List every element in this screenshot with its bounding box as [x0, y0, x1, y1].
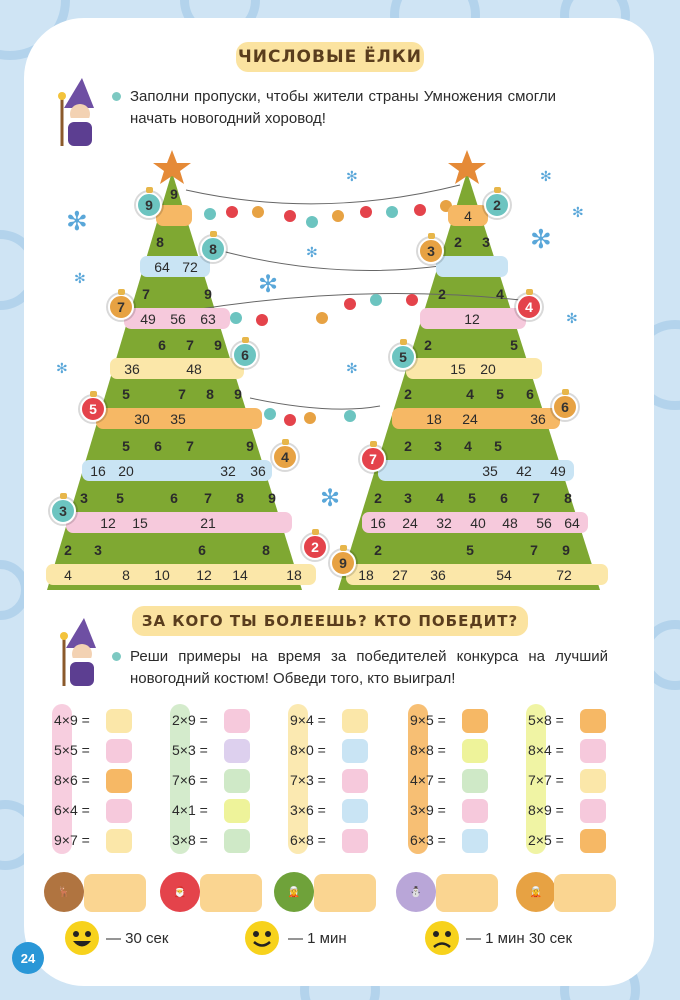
answer-box[interactable] [580, 799, 606, 823]
section-title-trees: ЧИСЛОВЫЕ ЁЛКИ [236, 42, 424, 72]
snowflake-icon: ✻ [540, 168, 552, 184]
tree-number: 64 [564, 515, 580, 531]
tree-number: 21 [200, 515, 216, 531]
answer-box[interactable] [462, 799, 488, 823]
page-number: 24 [12, 942, 44, 974]
tree-number: 35 [170, 411, 186, 427]
tree-number: 9 [214, 337, 222, 353]
tree-number: 32 [436, 515, 452, 531]
equation: 8×8 = [410, 742, 446, 758]
smile-face-icon [244, 920, 280, 956]
tree-number: 2 [404, 386, 412, 402]
tree-number: 48 [502, 515, 518, 531]
girl-elf-avatar: 🧝 [516, 872, 556, 912]
equation: 9×4 = [290, 712, 326, 728]
answer-box[interactable] [224, 709, 250, 733]
tree-number: 16 [90, 463, 106, 479]
snowflake-icon: ✻ [306, 244, 318, 260]
tree-number: 35 [482, 463, 498, 479]
answer-box[interactable] [462, 769, 488, 793]
tree-number: 7 [532, 490, 540, 506]
equation: 9×7 = [54, 832, 90, 848]
tree-number: 20 [118, 463, 134, 479]
tree-number: 24 [462, 411, 478, 427]
ornament-bauble: 9 [330, 550, 356, 576]
equation: 6×4 = [54, 802, 90, 818]
tree-number: 49 [550, 463, 566, 479]
tree-number: 9 [204, 286, 212, 302]
equation: 8×0 = [290, 742, 326, 758]
answer-box[interactable] [224, 799, 250, 823]
tree-number: 4 [464, 438, 472, 454]
answer-box[interactable] [106, 709, 132, 733]
tree-number: 2 [404, 438, 412, 454]
tree-number: 4 [464, 208, 472, 224]
answer-box[interactable] [462, 739, 488, 763]
tree-number: 6 [198, 542, 206, 558]
equation: 8×6 = [54, 772, 90, 788]
tree-number: 2 [454, 234, 462, 250]
tree-number: 4 [496, 286, 504, 302]
ornament-bauble: 3 [418, 238, 444, 264]
tree-number: 7 [186, 337, 194, 353]
ornament-bauble: 5 [80, 396, 106, 422]
ornament-bauble: 7 [360, 446, 386, 472]
tree-number: 3 [482, 234, 490, 250]
tree-number: 6 [158, 337, 166, 353]
snowflake-icon: ✻ [258, 271, 279, 298]
answer-box[interactable] [342, 799, 368, 823]
ornament-bauble: 8 [200, 236, 226, 262]
tree-number: 2 [374, 542, 382, 558]
tree-number: 2 [438, 286, 446, 302]
snowflake-icon: ✻ [346, 168, 358, 184]
ornament-bauble: 6 [232, 342, 258, 368]
tree-number: 8 [206, 386, 214, 402]
tree-number: 5 [510, 337, 518, 353]
tree-number: 18 [426, 411, 442, 427]
tree-number: 2 [374, 490, 382, 506]
tree-number: 12 [100, 515, 116, 531]
happy-face-icon [64, 920, 100, 956]
tree-number: 2 [64, 542, 72, 558]
bullet [112, 652, 121, 661]
tree-number: 36 [430, 567, 446, 583]
snowflake-icon: ✻ [530, 224, 552, 254]
tree-number: 6 [526, 386, 534, 402]
equation: 2×5 = [528, 832, 564, 848]
answer-box[interactable] [342, 829, 368, 853]
tree-number: 3 [94, 542, 102, 558]
equation: 5×5 = [54, 742, 90, 758]
tree-number: 10 [154, 567, 170, 583]
tree-number: 30 [134, 411, 150, 427]
tree-band [140, 256, 210, 277]
tree-number: 7 [204, 490, 212, 506]
tree-number: 56 [536, 515, 552, 531]
tree-number: 42 [516, 463, 532, 479]
ornament-bauble: 7 [108, 294, 134, 320]
tree-number: 40 [470, 515, 486, 531]
tree-band [46, 564, 316, 585]
equation: 2×9 = [172, 712, 208, 728]
tree-band [436, 256, 508, 277]
tree-number: 15 [450, 361, 466, 377]
tree-number: 6 [154, 438, 162, 454]
tree-number: 4 [64, 567, 72, 583]
tree-number: 3 [404, 490, 412, 506]
trees-instruction: Заполни пропуски, чтобы жители страны Умножения смогли начать новогодний хоровод! [130, 88, 556, 127]
tree-number: 18 [358, 567, 374, 583]
tree-number: 6 [170, 490, 178, 506]
tree-number: 72 [556, 567, 572, 583]
answer-box[interactable] [580, 829, 606, 853]
equation: 9×5 = [410, 712, 446, 728]
section-title-contest: ЗА КОГО ТЫ БОЛЕЕШЬ? КТО ПОБЕДИТ? [132, 606, 528, 636]
answer-box[interactable] [106, 799, 132, 823]
tree-number: 4 [466, 386, 474, 402]
answer-box-girl-elf[interactable] [554, 874, 616, 912]
santa-avatar: 🎅 [160, 872, 200, 912]
answer-box[interactable] [342, 769, 368, 793]
equation: 3×8 = [172, 832, 208, 848]
tree-number: 9 [562, 542, 570, 558]
snowflake-icon: ✻ [572, 204, 584, 220]
answer-box[interactable] [580, 739, 606, 763]
sad-face-icon [424, 920, 460, 956]
tree-number: 6 [500, 490, 508, 506]
tree-number: 20 [480, 361, 496, 377]
answer-box-snowman[interactable] [436, 874, 498, 912]
ornament-bauble: 4 [516, 294, 542, 320]
tree-number: 3 [434, 438, 442, 454]
ornament-bauble: 2 [484, 192, 510, 218]
equation: 3×9 = [410, 802, 446, 818]
tree-number: 5 [466, 542, 474, 558]
tree-number: 7 [530, 542, 538, 558]
tree-number: 36 [250, 463, 266, 479]
answer-box[interactable] [462, 829, 488, 853]
tree-number: 14 [232, 567, 248, 583]
tree-number: 32 [220, 463, 236, 479]
tree-number: 54 [496, 567, 512, 583]
tree-number: 2 [424, 337, 432, 353]
answer-box[interactable] [224, 739, 250, 763]
tree-number: 9 [170, 186, 178, 202]
equation: 4×9 = [54, 712, 90, 728]
equation: 8×4 = [528, 742, 564, 758]
tree-number: 4 [436, 490, 444, 506]
equation: 7×3 = [290, 772, 326, 788]
snowflake-icon: ✻ [66, 206, 88, 236]
tree-number: 49 [140, 311, 156, 327]
tree-number: 27 [392, 567, 408, 583]
answer-box[interactable] [224, 769, 250, 793]
tree-number: 64 [154, 259, 170, 275]
ornament-bauble: 9 [136, 192, 162, 218]
tree-number: 5 [468, 490, 476, 506]
equation: 4×1 = [172, 802, 208, 818]
tree-number: 15 [132, 515, 148, 531]
answer-box-santa[interactable] [200, 874, 262, 912]
snowflake-icon: ✻ [56, 360, 68, 376]
ornament-bauble: 6 [552, 394, 578, 420]
answer-box[interactable] [342, 709, 368, 733]
snowflake-icon: ✻ [320, 485, 341, 512]
elf-avatar: 🧝 [274, 872, 314, 912]
tree-number: 36 [530, 411, 546, 427]
snowflake-icon: ✻ [566, 310, 578, 326]
reindeer-avatar: 🦌 [44, 872, 84, 912]
tree-number: 7 [142, 286, 150, 302]
legend-1-min-30-sec: — 1 мин 30 сек [466, 930, 573, 947]
tree-number: 24 [402, 515, 418, 531]
answer-box-elf[interactable] [314, 874, 376, 912]
equation: 6×8 = [290, 832, 326, 848]
legend-1-min: — 1 мин [288, 930, 347, 947]
tree-number: 7 [178, 386, 186, 402]
tree-number: 36 [124, 361, 140, 377]
tree-band [82, 460, 272, 481]
answer-box[interactable] [106, 769, 132, 793]
answer-box-reindeer[interactable] [84, 874, 146, 912]
snowman-avatar: ⛄ [396, 872, 436, 912]
tree-number: 5 [122, 438, 130, 454]
tree-number: 7 [186, 438, 194, 454]
answer-box[interactable] [342, 739, 368, 763]
ornament-bauble: 2 [302, 534, 328, 560]
equation: 4×7 = [410, 772, 446, 788]
tree-number: 5 [494, 438, 502, 454]
equation: 5×3 = [172, 742, 208, 758]
answer-box[interactable] [224, 829, 250, 853]
equation: 5×8 = [528, 712, 564, 728]
tree-number: 8 [564, 490, 572, 506]
tree-number: 63 [200, 311, 216, 327]
equation: 7×7 = [528, 772, 564, 788]
equation: 6×3 = [410, 832, 446, 848]
tree-number: 5 [496, 386, 504, 402]
tree-number: 9 [234, 386, 242, 402]
tree-number: 8 [156, 234, 164, 250]
tree-number: 5 [116, 490, 124, 506]
tree-number: 5 [122, 386, 130, 402]
tree-number: 56 [170, 311, 186, 327]
snowflake-icon: ✻ [346, 360, 358, 376]
contest-instruction: Реши примеры на время за победителей конкурса на лучший новогодний костюм! Обведи того, кто выиграл! [130, 648, 608, 687]
tree-number: 8 [236, 490, 244, 506]
ornament-bauble: 5 [390, 344, 416, 370]
answer-box[interactable] [106, 829, 132, 853]
tree-number: 9 [268, 490, 276, 506]
tree-number: 72 [182, 259, 198, 275]
tree-number: 12 [464, 311, 480, 327]
equation: 3×6 = [290, 802, 326, 818]
tree-number: 9 [246, 438, 254, 454]
tree-number: 12 [196, 567, 212, 583]
tree-number: 8 [262, 542, 270, 558]
legend-30-sec: — 30 сек [106, 930, 169, 947]
answer-box[interactable] [580, 769, 606, 793]
tree-number: 3 [80, 490, 88, 506]
ornament-bauble: 3 [50, 498, 76, 524]
tree-number: 48 [186, 361, 202, 377]
answer-box[interactable] [462, 709, 488, 733]
snowflake-icon: ✻ [74, 270, 86, 286]
tree-band [406, 358, 542, 379]
ornament-bauble: 4 [272, 444, 298, 470]
wizard-icon [56, 618, 108, 688]
tree-band [378, 460, 574, 481]
tree-number: 16 [370, 515, 386, 531]
answer-box[interactable] [580, 709, 606, 733]
tree-number: 18 [286, 567, 302, 583]
equation: 8×9 = [528, 802, 564, 818]
tree-number: 8 [122, 567, 130, 583]
equation: 7×6 = [172, 772, 208, 788]
answer-box[interactable] [106, 739, 132, 763]
